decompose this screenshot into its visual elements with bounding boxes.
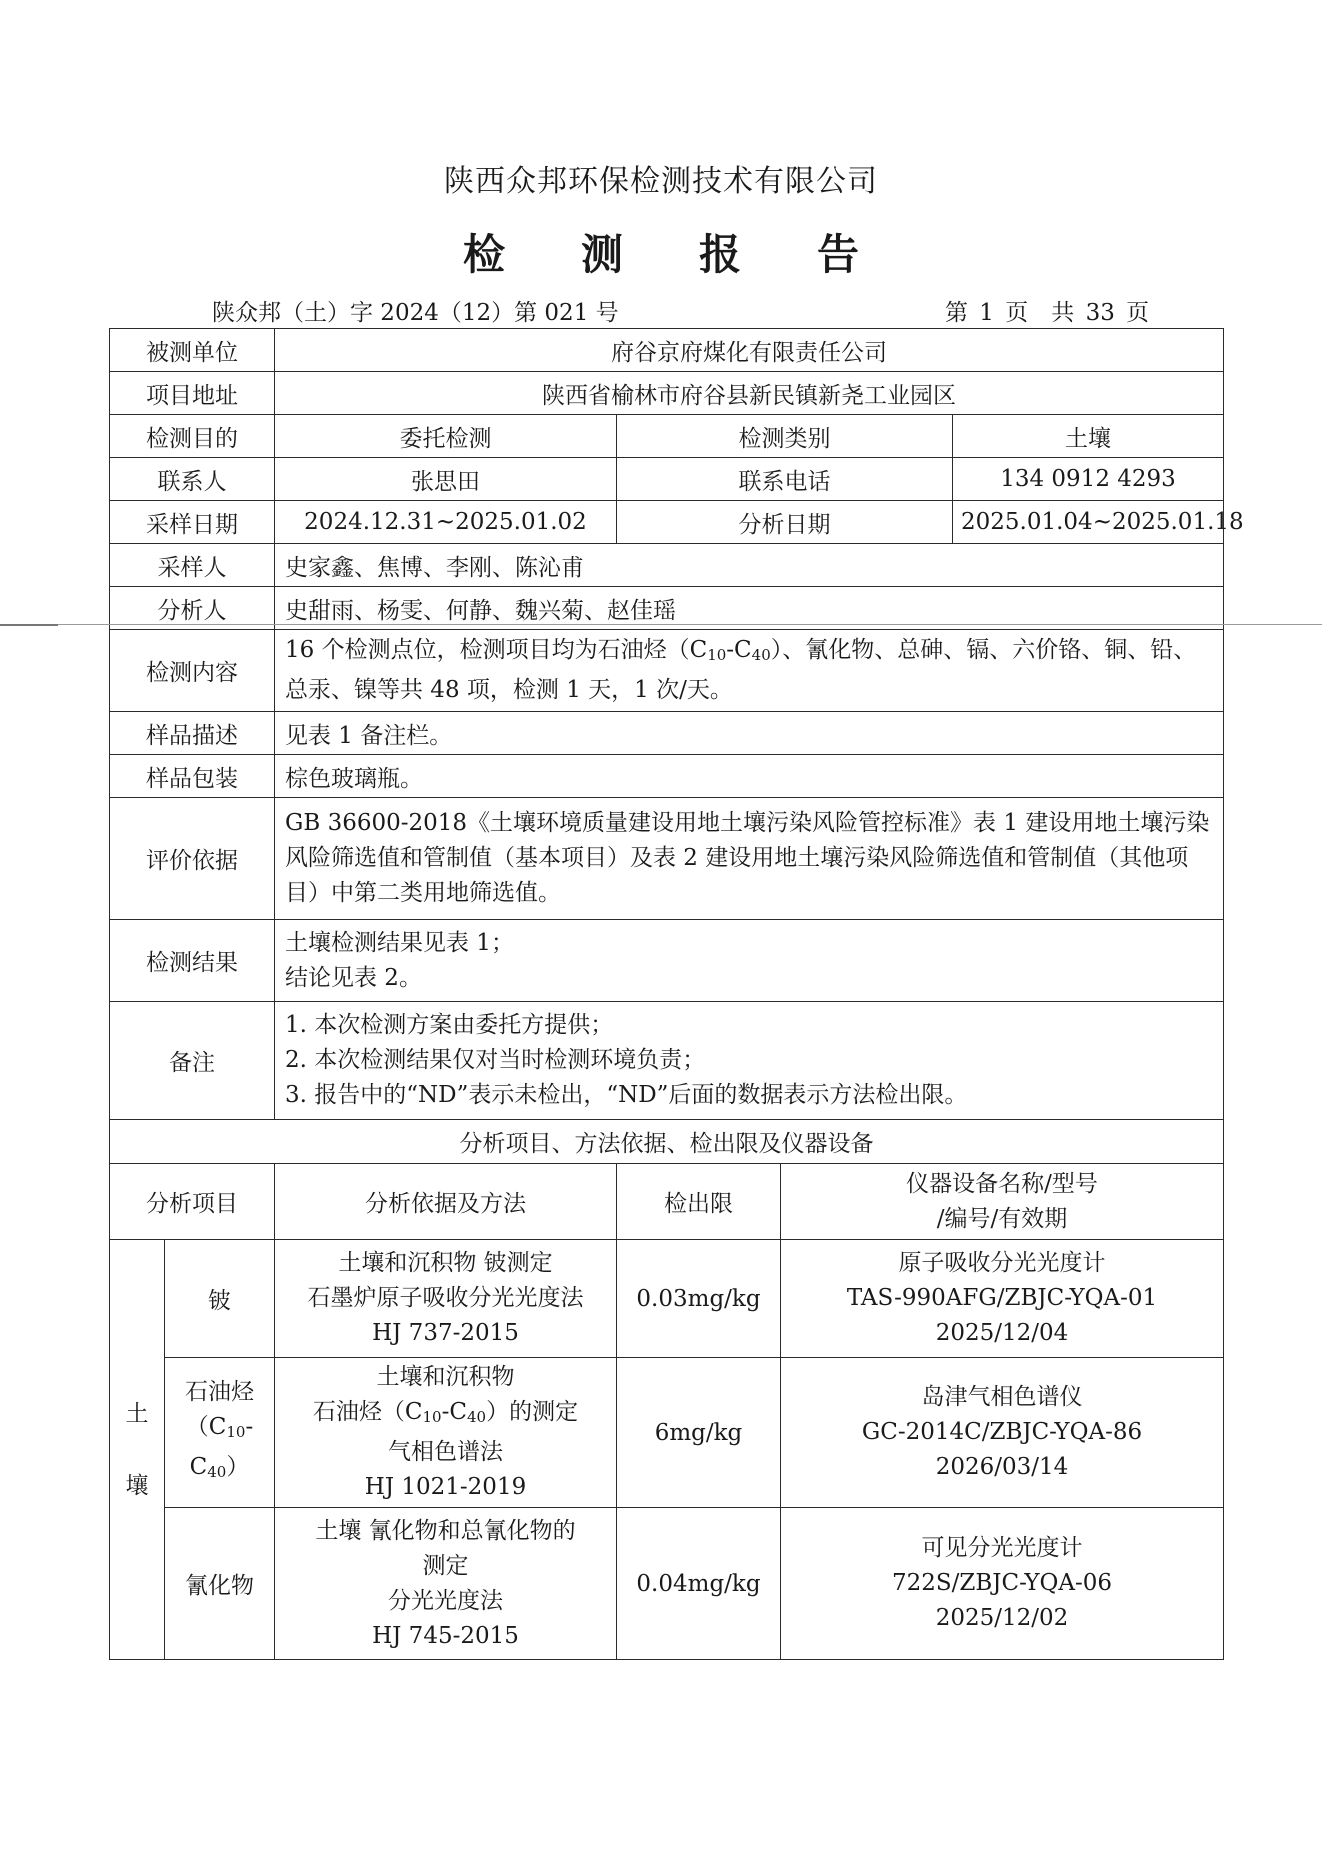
method-row bbox=[110, 1358, 1224, 1508]
packaging-label: 样品包装 bbox=[110, 755, 275, 798]
row-dates bbox=[110, 501, 1224, 544]
client-value: 府谷京府煤化有限责任公司 bbox=[275, 329, 1224, 372]
method-row bbox=[110, 1508, 1224, 1660]
result-line: 土壤检测结果见表 1； bbox=[285, 929, 514, 956]
analysis-date-label: 分析日期 bbox=[617, 501, 953, 544]
purpose-value: 委托检测 bbox=[275, 415, 617, 458]
description-label: 样品描述 bbox=[110, 712, 275, 755]
row-content bbox=[110, 630, 1224, 712]
report-number: 陕众邦（土）字 2024（12）第 021 号 bbox=[212, 300, 619, 326]
notes-value bbox=[275, 1002, 1224, 1120]
row-purpose bbox=[110, 415, 1224, 458]
phone-label: 联系电话 bbox=[617, 458, 953, 501]
methods-section-title: 分析项目、方法依据、检出限及仪器设备 bbox=[110, 1120, 1224, 1164]
analysts-value: 史甜雨、杨雯、何静、魏兴菊、赵佳瑶 bbox=[275, 587, 1224, 630]
row-basis bbox=[110, 798, 1224, 920]
method-instrument: 可见分光光度计 722S/ZBJC-YQA-06 2025/12/02 bbox=[781, 1508, 1224, 1660]
address-value: 陕西省榆林市府谷县新民镇新尧工业园区 bbox=[275, 372, 1224, 415]
method-standard: 土壤 氰化物和总氰化物的 测定 分光光度法 HJ 745-2015 bbox=[275, 1508, 617, 1660]
method-instrument: 岛津气相色谱仪 GC-2014C/ZBJC-YQA-86 2026/03/14 bbox=[781, 1358, 1224, 1508]
page-number: 第 1 页 共 33 页 bbox=[945, 300, 1150, 326]
method-limit: 0.03mg/kg bbox=[617, 1240, 781, 1358]
category-value: 土壤 bbox=[953, 415, 1224, 458]
report-title-char: 告 bbox=[817, 230, 860, 279]
company-name: 陕西众邦环保检测技术有限公司 bbox=[444, 164, 878, 199]
scan-artifact-line bbox=[0, 624, 1322, 625]
methods-header-item: 分析项目 bbox=[110, 1164, 275, 1240]
note-item: 2. 本次检测结果仅对当时检测环境负责； bbox=[285, 1047, 706, 1073]
row-description bbox=[110, 712, 1224, 755]
note-item: 1. 本次检测方案由委托方提供； bbox=[285, 1012, 614, 1038]
basis-label: 评价依据 bbox=[110, 798, 275, 920]
analysis-date-value: 2025.01.04~2025.01.18 bbox=[953, 501, 1224, 544]
row-section-title bbox=[110, 1120, 1224, 1164]
client-label: 被测单位 bbox=[110, 329, 275, 372]
result-line: 结论见表 2。 bbox=[285, 964, 422, 991]
report-title-char: 测 bbox=[580, 230, 623, 279]
contact-value: 张思田 bbox=[275, 458, 617, 501]
matrix-label: 土 壤 bbox=[110, 1240, 165, 1660]
row-packaging bbox=[110, 755, 1224, 798]
sampling-date-label: 采样日期 bbox=[110, 501, 275, 544]
methods-header-method: 分析依据及方法 bbox=[275, 1164, 617, 1240]
method-item: 氰化物 bbox=[165, 1508, 275, 1660]
report-table bbox=[109, 328, 1244, 1660]
row-address bbox=[110, 372, 1224, 415]
analysts-label: 分析人 bbox=[110, 587, 275, 630]
notes-label: 备注 bbox=[110, 1002, 275, 1120]
row-result bbox=[110, 920, 1224, 1002]
contact-label: 联系人 bbox=[110, 458, 275, 501]
method-row bbox=[110, 1240, 1224, 1358]
method-item: 铍 bbox=[165, 1240, 275, 1358]
report-title-char: 报 bbox=[699, 230, 742, 279]
methods-header-instrument: 仪器设备名称/型号 /编号/有效期 bbox=[781, 1164, 1224, 1240]
methods-header-row bbox=[110, 1164, 1224, 1240]
phone-value: 134 0912 4293 bbox=[953, 458, 1224, 501]
purpose-label: 检测目的 bbox=[110, 415, 275, 458]
address-label: 项目地址 bbox=[110, 372, 275, 415]
row-contact bbox=[110, 458, 1224, 501]
method-standard: 土壤和沉积物 石油烃$(C_{10}-C_{40})$的测定 气相色谱法 HJ 1021-2019 bbox=[275, 1358, 617, 1508]
methods-header-limit: 检出限 bbox=[617, 1164, 781, 1240]
scan-edge-mark bbox=[0, 624, 58, 626]
basis-value: GB 36600-2018《土壤环境质量建设用地土壤污染风险管控标准》表 1 建设用地土壤污染风险筛选值和管制值（基本项目）及表 2 建设用地土壤污染风险筛选值和管制值（其他项目）中第二类用地筛选值。 bbox=[275, 798, 1224, 920]
result-label: 检测结果 bbox=[110, 920, 275, 1002]
report-title bbox=[0, 222, 1322, 282]
row-samplers bbox=[110, 544, 1224, 587]
report-title-char: 检 bbox=[462, 230, 505, 279]
result-value bbox=[275, 920, 1224, 1002]
method-standard: 土壤和沉积物 铍测定 石墨炉原子吸收分光光度法 HJ 737-2015 bbox=[275, 1240, 617, 1358]
note-item: 3. 报告中的“ND”表示未检出，“ND”后面的数据表示方法检出限。 bbox=[285, 1082, 968, 1108]
content-value: 16 个检测点位，检测项目均为石油烃$(C_{10}-C_{40})$、氰化物、总砷、镉、六价铬、铜、铅、总汞、镍等共 48 项，检测 1 天，1 次/天。 bbox=[275, 630, 1224, 712]
category-label: 检测类别 bbox=[617, 415, 953, 458]
description-value: 见表 1 备注栏。 bbox=[275, 712, 1224, 755]
content-label: 检测内容 bbox=[110, 630, 275, 712]
row-notes bbox=[110, 1002, 1224, 1120]
sampling-date-value: 2024.12.31~2025.01.02 bbox=[275, 501, 617, 544]
packaging-value: 棕色玻璃瓶。 bbox=[275, 755, 1224, 798]
method-limit: 0.04mg/kg bbox=[617, 1508, 781, 1660]
method-instrument: 原子吸收分光光度计 TAS-990AFG/ZBJC-YQA-01 2025/12/04 bbox=[781, 1240, 1224, 1358]
method-item: 石油烃 $(C_{10}-C_{40})$ bbox=[165, 1358, 275, 1508]
row-client bbox=[110, 329, 1224, 372]
method-limit: 6mg/kg bbox=[617, 1358, 781, 1508]
samplers-label: 采样人 bbox=[110, 544, 275, 587]
samplers-value: 史家鑫、焦博、李刚、陈沁甫 bbox=[275, 544, 1224, 587]
